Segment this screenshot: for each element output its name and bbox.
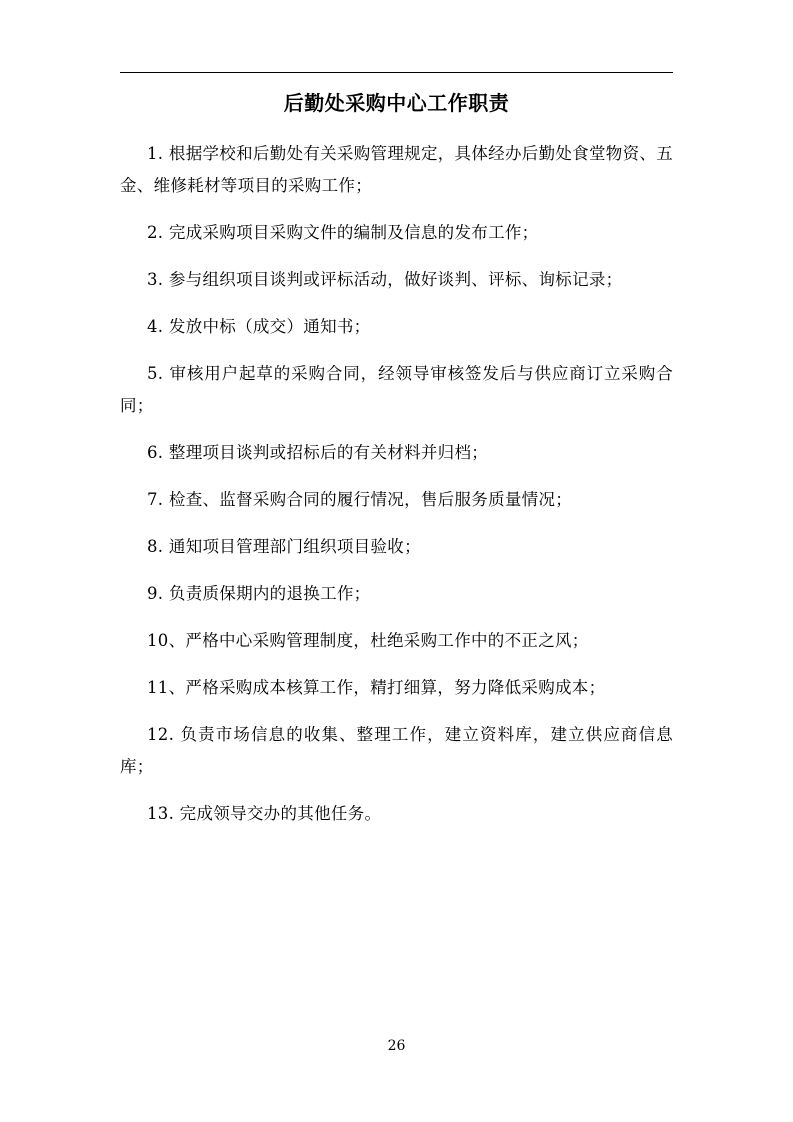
duty-list — [120, 138, 673, 845]
duty-item-1: 1. 根据学校和后勤处有关采购管理规定，具体经办后勤处食堂物资、五金、维修耗材等项目的采购工作； — [120, 144, 673, 195]
duty-item-7: 7. 检查、监督采购合同的履行情况，售后服务质量情况； — [147, 490, 573, 509]
duty-item-12: 12. 负责市场信息的收集、整理工作，建立资料库，建立供应商信息库； — [120, 725, 673, 776]
document-title: 后勤处采购中心工作职责 — [283, 91, 510, 115]
duty-item-3: 3. 参与组织项目谈判或评标活动，做好谈判、评标、询标记录； — [147, 270, 623, 289]
duty-item-6: 6. 整理项目谈判或招标后的有关材料并归档； — [147, 443, 489, 462]
duty-item-11: 11、严格采购成本核算工作，精打细算，努力降低采购成本； — [147, 678, 606, 697]
duty-item-8: 8. 通知项目管理部门组织项目验收； — [147, 537, 421, 556]
header-rule — [120, 72, 673, 73]
duty-item-9: 9. 负责质保期内的退换工作； — [147, 584, 371, 603]
duty-item-4: 4. 发放中标（成交）通知书； — [147, 317, 371, 336]
duty-item-5: 5. 审核用户起草的采购合同，经领导审核签发后与供应商订立采购合同； — [120, 364, 673, 415]
duty-item-2: 2. 完成采购项目采购文件的编制及信息的发布工作； — [147, 223, 539, 242]
duty-item-10: 10、严格中心采购管理制度，杜绝采购工作中的不正之风； — [147, 631, 589, 650]
duty-item-13: 13. 完成领导交办的其他任务。 — [147, 804, 382, 823]
page-number: 26 — [387, 1038, 406, 1054]
